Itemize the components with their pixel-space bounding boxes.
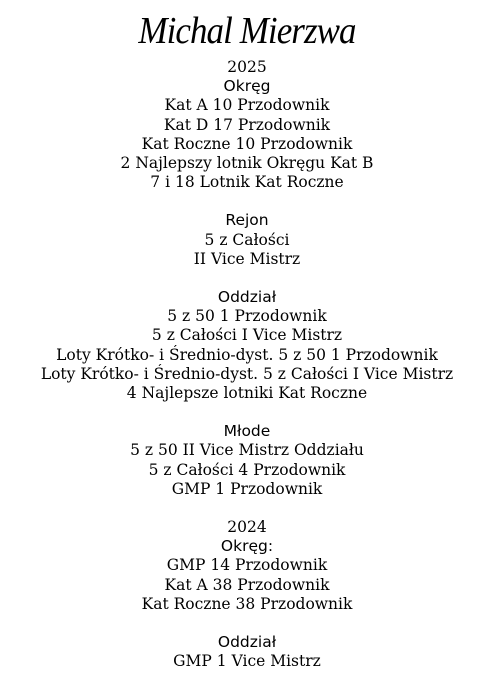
section-spacer — [0, 192, 494, 211]
list-item: 7 i 18 Lotnik Kat Roczne — [150, 173, 344, 192]
list-item: Loty Krótko- i Średnio-dyst. 5 z 50 1 Przodownik — [56, 345, 438, 364]
list-item: GMP 14 Przodownik — [166, 556, 328, 575]
section-spacer — [0, 499, 494, 518]
list-item: 2 Najlepszy lotnik Okręgu Kat B — [120, 154, 374, 173]
mlode-2025-heading: Młode — [223, 422, 271, 441]
list-item: II Vice Mistrz — [193, 249, 301, 268]
list-item: Kat Roczne 10 Przodownik — [141, 134, 353, 153]
list-item: 5 z Całości 4 Przodownik — [148, 460, 346, 479]
list-item: 5 z 50 1 Przodownik — [167, 307, 327, 326]
section-spacer — [0, 614, 494, 633]
oddzial-2025-heading: Oddział — [217, 288, 277, 307]
year-2025-heading: 2025 — [227, 58, 267, 76]
list-item: Loty Krótko- i Średnio-dyst. 5 z Całości I Vice Mistrz — [40, 364, 454, 383]
list-item: GMP 1 Przodownik — [171, 479, 323, 498]
list-item: 5 z Całości I Vice Mistrz — [151, 326, 343, 345]
list-item: GMP 1 Vice Mistrz — [173, 652, 321, 671]
signature: Michal Mierzwa — [138, 10, 356, 52]
list-item: Kat Roczne 38 Przodownik — [141, 594, 353, 613]
section-spacer — [0, 269, 494, 288]
list-item: 5 z 50 II Vice Mistrz Oddziału — [130, 441, 364, 460]
list-item: Kat A 10 Przodownik — [164, 96, 330, 115]
rejon-2025-heading: Rejon — [225, 211, 269, 230]
list-item: 4 Najlepsze lotniki Kat Roczne — [126, 384, 368, 403]
list-item: 5 z Całości — [204, 230, 290, 249]
year-2024-heading: 2024 — [227, 518, 267, 537]
list-item: Kat A 38 Przodownik — [164, 575, 330, 594]
section-spacer — [0, 403, 494, 422]
list-item: Kat D 17 Przodownik — [163, 115, 331, 134]
oddzial-2024-heading: Oddział — [217, 633, 277, 652]
okreg-2024-heading: Okręg: — [220, 537, 274, 556]
okreg-2025-heading: Okręg — [223, 77, 271, 96]
